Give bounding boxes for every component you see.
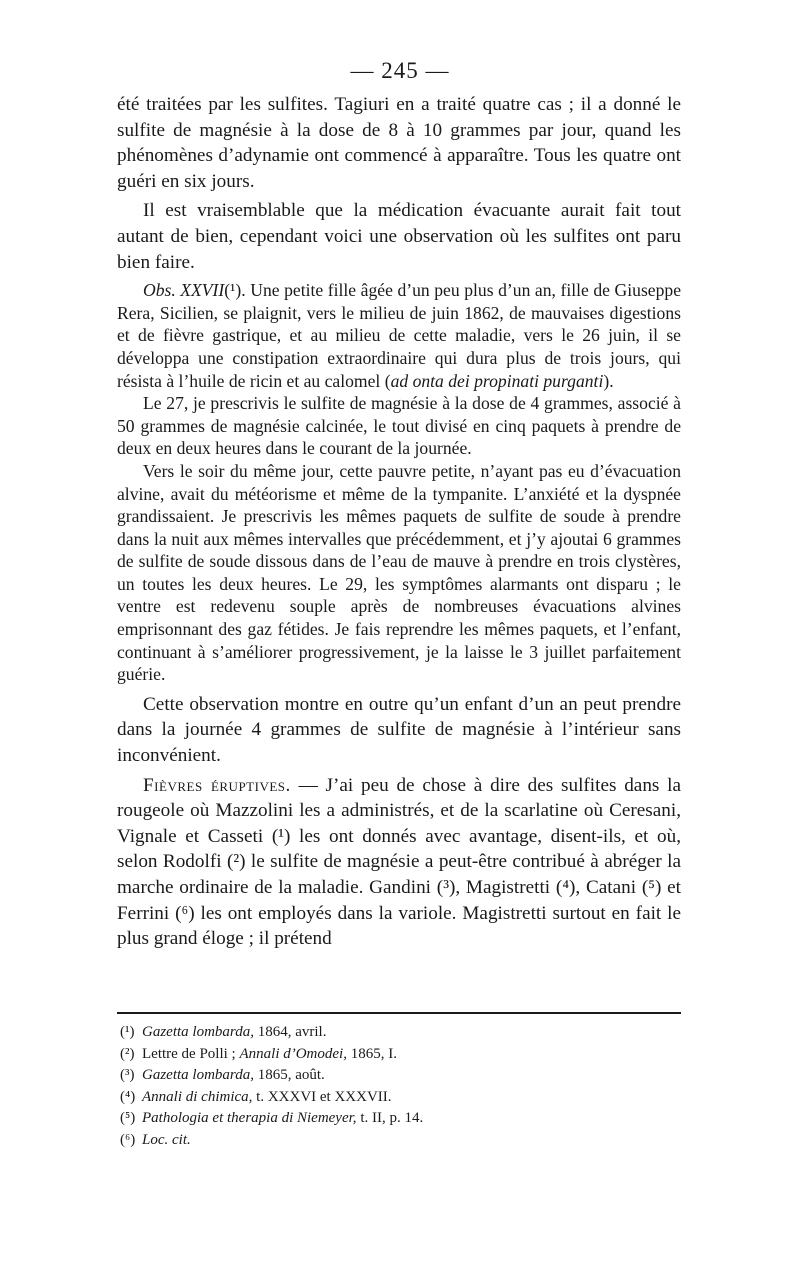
section-heading: Fièvres éruptives.	[143, 774, 291, 796]
footnote-source: Annali d’Omodei,	[239, 1045, 347, 1062]
footnote-mark: (⁶)	[120, 1131, 136, 1148]
footnote-mark: (¹)	[120, 1024, 135, 1040]
footnote-mark: (²)	[120, 1045, 135, 1062]
footnote-rule	[117, 1012, 681, 1014]
paragraph-medication: Il est vraisemblable que la médication évacuante aurait fait tout autant de bien, cependant voici une observation où les sulfites ont paru bien faire.	[117, 200, 681, 273]
footnote-4	[120, 1087, 680, 1109]
footnotes	[120, 1022, 680, 1151]
observation-label: Obs. XXVII	[143, 280, 225, 301]
footnote-1	[120, 1022, 680, 1044]
paragraph-continued: été traitées par les sulfites. Tagiuri en a traité quatre cas ; il a donné le sulfite de magnésie à la dose de 8 à 10 grammes par jour, quand les phénomènes d’adynamie ont commencé à apparaître. Tous les quatre ont guéri en six jours.	[117, 94, 681, 192]
footnote-detail: 1864, avril.	[253, 1024, 327, 1040]
paragraph-eruptive-fevers	[117, 773, 681, 952]
footnote-detail: t. XXXVI et XXXVII.	[252, 1088, 392, 1105]
footnote-6	[120, 1130, 680, 1152]
paragraph-prescription: Le 27, je prescrivis le sulfite de magnésie à la dose de 4 grammes, associé à 50 grammes de magnésie calcinée, le tout divisé en cinq paquets à prendre de deux en deux heures dans le courant de la journée.	[117, 393, 681, 459]
footnote-detail: 1865, I.	[346, 1045, 397, 1062]
page-number: — 245 —	[350, 58, 450, 83]
footnote-mark: (³)	[120, 1067, 135, 1083]
footnote-mark: (⁵)	[120, 1110, 136, 1126]
paragraph-observation: Obs. XXVII(¹). Une petite fille âgée d’un peu plus d’un an, fille de Giuseppe Rera, Sicilien, se plaignit, vers le milieu de juin 1862, de mauvaises digestions et de fièvre gastrique, et au milieu de cette maladie, vers le 26 juin, il se développa une constipation extraordinaire qui dura plus de trois jours, qui résista à l’huile de ricin et au calomel (ad onta dei propinati purganti).	[117, 280, 682, 391]
footnote-source: Pathologia et therapia di Niemeyer,	[142, 1110, 357, 1126]
footnote-5	[120, 1108, 680, 1130]
footnote-detail: t. II, p. 14.	[356, 1110, 424, 1126]
paragraph-evening: Vers le soir du même jour, cette pauvre petite, n’ayant pas eu d’évacuation alvine, avait du météorisme et même de la tympanite. L’anxiété et la dyspnée grandissaient. Je prescrivis les mêmes paquets de sulfite de soude à prendre dans la nuit aux mêmes intervalles que précédemment, et j’y ajoutai 6 grammes de sulfite de soude dissous dans de l’eau de mauve à prendre en trois clystères, un toutes les deux heures. Le 29, les symptômes alarmants ont disparu ; le ventre est redevenu souple après de nombreuses évacuations alvines emprisonnant des gaz fétides. Je fais reprendre les mêmes paquets, et l’enfant, continuant à s’améliorer progressivement, je la laisse le 3 juillet parfaitement guérie.	[117, 460, 681, 685]
paragraph-conclusion: Cette observation montre en outre qu’un enfant d’un an peut prendre dans la journée 4 grammes de sulfite de magnésie à l’intérieur sans inconvénient.	[117, 693, 681, 767]
footnote-prefix: Lettre de Polli ;	[142, 1045, 240, 1062]
footnote-mark: (⁴)	[120, 1088, 136, 1105]
footnote-2	[120, 1044, 680, 1066]
footnote-source: Loc. cit.	[142, 1131, 191, 1148]
footnote-source: Gazetta lombarda,	[142, 1024, 254, 1040]
observation-end: .	[609, 370, 614, 391]
observation-italic-quote: ad onta dei propinati purganti	[390, 370, 604, 391]
eruptive-fevers-text: — J’ai peu de chose à dire des sulfites dans la rougeole où Mazzolini les a administrés, et de la scarlatine où Ceresani, Vignale et Casseti (¹) les ont donnés avec avantage, disent-ils, et où, selon Rodolfi (²) le sulfite de magnésie a peut-être contribué à abréger la marche ordinaire de la maladie. Gandini (³), Magistretti (⁴), Catani (⁵) et Ferrini (⁶) les ont employés dans la variole. Magistretti surtout en fait le plus grand éloge ; il prétend	[117, 774, 681, 950]
footnote-3	[120, 1065, 680, 1087]
observation-footnote-mark: (¹)	[224, 280, 242, 301]
body-text	[117, 92, 681, 952]
footnote-source: Annali di chimica,	[142, 1088, 253, 1105]
footnote-detail: 1865, août.	[253, 1067, 325, 1083]
observation-text: . Une petite fille âgée d’un peu plus d’un an, fille de Giuseppe Rera, Sicilien, se plaignit, vers le milieu de juin 1862, de mauvaises digestions et de fièvre gastrique, et au milieu de cette maladie, vers le 26 juin, il se développa une constipation extraordinaire qui dura plus de trois jours, qui résista à l’huile de ricin et au calomel	[117, 280, 682, 391]
footnote-source: Gazetta lombarda,	[142, 1067, 254, 1083]
